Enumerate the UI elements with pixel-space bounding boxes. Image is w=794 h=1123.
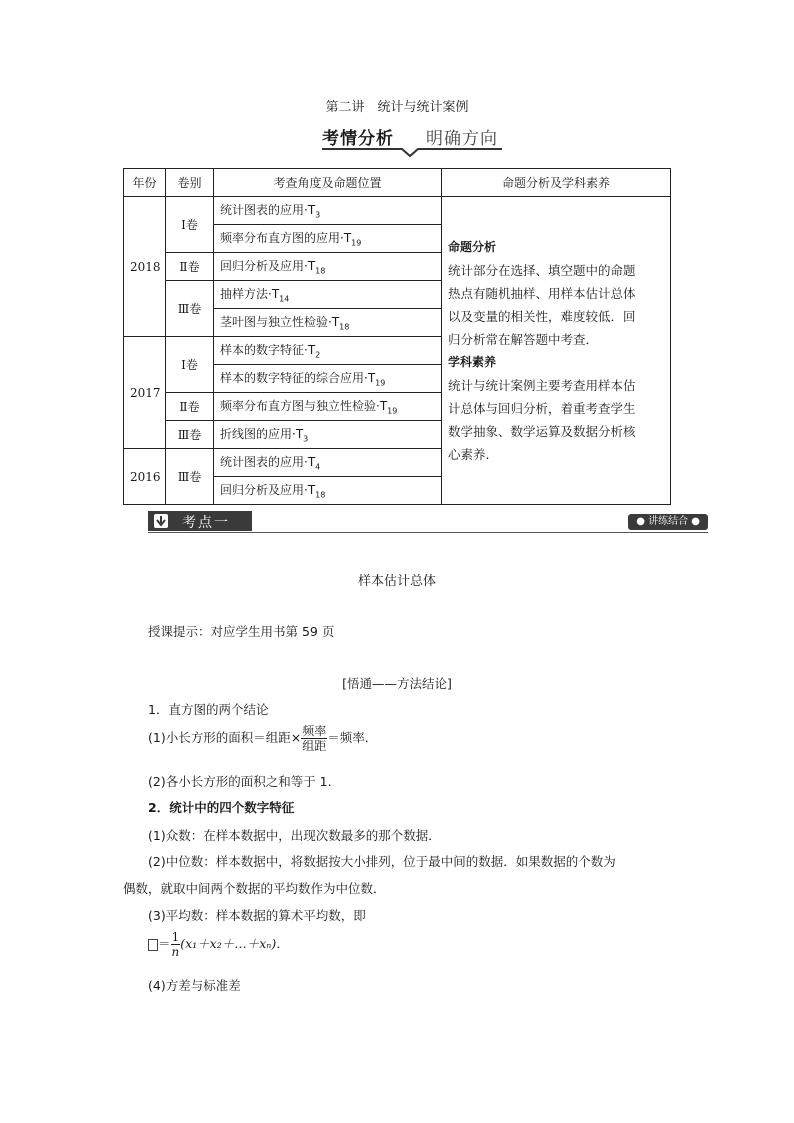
volume-cell: Ⅲ卷 (166, 449, 214, 505)
analysis-line: 以及变量的相关性，难度较低．回 (448, 308, 636, 324)
mean-text: (3)平均数：样本数据的算术平均数，即 (148, 908, 366, 923)
topic-cell: 折线图的应用$\cdot T_3$ (214, 421, 442, 449)
formula-area: (1)小长方形的面积＝组距× $\frac{\text{频率}}{\text{组距}}$ ＝频率． (148, 724, 378, 753)
analysis-heading: 命题分析 (448, 239, 497, 254)
fraction: $\frac{1}{n}$ (171, 930, 180, 959)
topic-cell: 回归分析及应用$\cdot T_{18}$ (214, 253, 442, 281)
literacy-line: 数学抽象、数学运算及数据分析核 (448, 423, 636, 439)
analysis-line: 热点有随机抽样、用样本估计总体 (448, 285, 636, 301)
header-topic: 考查角度及命题位置 (214, 169, 442, 197)
literacy-heading: 学科素养 (448, 354, 497, 369)
practice-badge: ● 讲练结合 ● (628, 514, 708, 530)
analysis-line: 统计部分在选择、填空题中的命题 (448, 262, 636, 278)
topic-title: 样本估计总体 (357, 574, 436, 589)
area-sum-text: (2)各小长方形的面积之和等于 1. (148, 774, 332, 789)
topic-cell: 抽样方法$\cdot T_{14}$ (214, 281, 442, 309)
kaodian-divider (148, 532, 708, 533)
topic-cell: 回归分析及应用$\cdot T_{18}$ (214, 477, 442, 505)
volume-cell: Ⅱ卷 (166, 253, 214, 281)
header-volume: 卷别 (166, 169, 214, 197)
lecture-title: 第二讲 统计与统计案例 (325, 100, 469, 115)
topic-cell: 样本的数字特征的综合应用$\cdot T_{19}$ (214, 365, 442, 393)
topic-cell: 频率分布直方图与独立性检验$\cdot T_{19}$ (214, 393, 442, 421)
kaodian-bar (148, 511, 708, 533)
literacy-line: 心素养. (448, 446, 490, 462)
conclusion-heading-1: 1．直方图的两个结论 (148, 702, 269, 717)
literacy-line: 计总体与回归分析，着重考查学生 (448, 400, 636, 416)
volume-cell: Ⅰ卷 (166, 197, 214, 253)
topic-cell: 茎叶图与独立性检验$\cdot T_{18}$ (214, 309, 442, 337)
table-row (124, 197, 671, 225)
volume-cell: Ⅰ卷 (166, 337, 214, 393)
median-text: (2)中位数：样本数据中，将数据按大小排列，位于最中间的数据．如果数据的个数为 (148, 854, 616, 869)
volume-cell: Ⅱ卷 (166, 393, 214, 421)
header-year: 年份 (124, 169, 166, 197)
literacy-line: 统计与统计案例主要考查用样本估 (448, 377, 636, 393)
conclusion-heading-2: 2．统计中的四个数字特征 (148, 800, 295, 815)
mean-formula: ＝ $\frac{1}{n}$ (x₁＋x₂＋…＋xₙ)． (148, 930, 289, 959)
method-title: [悟通——方法结论] (342, 676, 452, 691)
year-cell: 2018 (124, 197, 166, 337)
median-text-cont: 偶数，就取中间两个数据的平均数作为中位数． (123, 881, 386, 896)
analysis-cell (442, 197, 671, 505)
section-header-right: 明确方向 (426, 129, 498, 149)
analysis-line: 归分析常在解答题中考查． (448, 331, 599, 347)
volume-cell: Ⅲ卷 (166, 281, 214, 337)
volume-cell: Ⅲ卷 (166, 421, 214, 449)
exam-overview-table (123, 168, 671, 505)
variance-heading: (4)方差与标准差 (148, 978, 241, 993)
topic-cell: 统计图表的应用$\cdot T_3$ (214, 197, 442, 225)
year-cell: 2017 (124, 337, 166, 449)
x-bar-icon (148, 939, 158, 951)
topic-cell: 频率分布直方图的应用$\cdot T_{19}$ (214, 225, 442, 253)
topic-cell: 统计图表的应用$\cdot T_4$ (214, 449, 442, 477)
down-arrow-icon (154, 514, 168, 528)
kaodian-label: 考点一 (148, 511, 252, 531)
header-analysis: 命题分析及学科素养 (442, 169, 671, 197)
section-header (322, 122, 502, 158)
textbook-hint: 授课提示：对应学生用书第 59 页 (148, 624, 335, 639)
mode-text: (1)众数：在样本数据中，出现次数最多的那个数据． (148, 828, 441, 843)
year-cell: 2016 (124, 449, 166, 505)
fraction: $\frac{\text{频率}}{\text{组距}}$ (302, 724, 327, 753)
section-header-left: 考情分析 (322, 129, 394, 149)
topic-cell: 样本的数字特征$\cdot T_2$ (214, 337, 442, 365)
header-underline-icon (322, 122, 502, 158)
table-header-row (124, 169, 671, 197)
